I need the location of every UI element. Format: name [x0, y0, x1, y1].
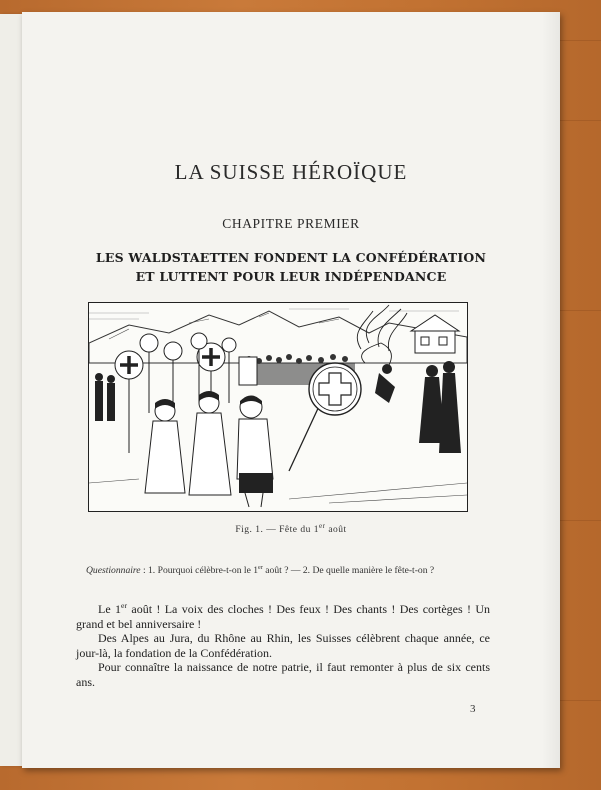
subtitle-line-2: ET LUTTENT POUR LEUR INDÉPENDANCE [135, 269, 447, 284]
questionnaire-label: Questionnaire [86, 565, 141, 576]
questionnaire-text-end: août ? — 2. De quelle manière le fête-t-on ? [262, 565, 435, 576]
paragraph-2: Des Alpes au Jura, du Rhône au Rhin, les Suisses célèbrent chaque année, ce jour-là, la fondation de la Confédération. [76, 631, 490, 660]
caption-text: Fig. 1. — Fête du 1 [235, 525, 319, 535]
questionnaire-superscript: er [258, 563, 263, 571]
page-number: 3 [470, 703, 476, 715]
paragraph-3: Pour connaître la naissance de notre patrie, il faut remonter à plus de six cents ans. [76, 660, 490, 689]
paragraph-1-start: Le 1 [98, 602, 121, 616]
paragraph-1-end: août ! La voix des cloches ! Des feux ! Des chants ! Des cortèges ! Un grand et bel anniversaire ! [76, 602, 491, 631]
paragraph-1 [76, 602, 490, 631]
caption-text-end: août [325, 525, 347, 535]
illustration-drawing [89, 303, 467, 511]
figure-caption [22, 521, 560, 535]
previous-page-edge [0, 14, 23, 766]
caption-superscript: er [318, 521, 326, 530]
page-title: LA SUISSE HÉROÏQUE [174, 160, 408, 184]
subtitle-line-1: LES WALDSTAETTEN FONDENT LA CONFÉDÉRATION [95, 250, 487, 265]
questionnaire-text: : 1. Pourquoi célèbre-t-on le 1 [140, 565, 259, 576]
chapter-subtitle [22, 248, 560, 286]
chapter-heading: CHAPITRE PREMIER [222, 216, 360, 231]
paragraph-1-superscript: er [121, 601, 128, 610]
questionnaire [76, 564, 488, 578]
illustration-fete-nationale [88, 302, 468, 512]
body-text [76, 602, 490, 690]
book-page [22, 12, 560, 768]
